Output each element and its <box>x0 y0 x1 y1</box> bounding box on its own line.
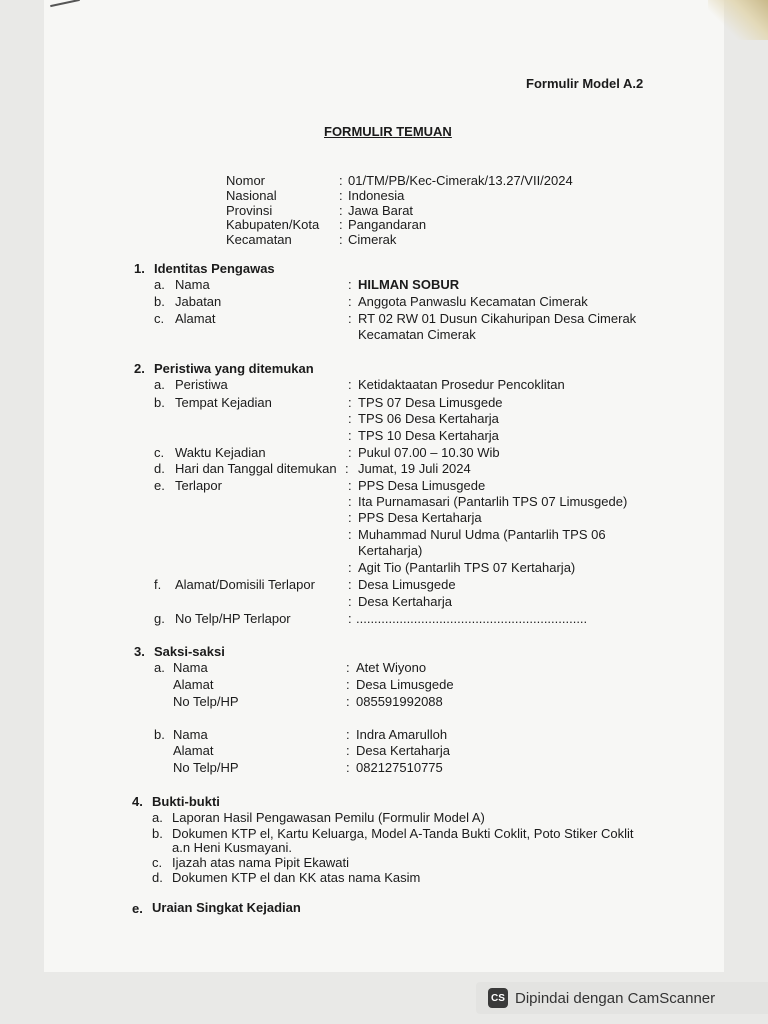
field-label-peristiwa: Peristiwa <box>175 377 228 392</box>
saksi-a-nama: Atet Wiyono <box>356 660 427 675</box>
bukti-item: Laporan Hasil Pengawasan Pemilu (Formulir Model A) <box>172 810 485 825</box>
field-label-alamat: Alamat <box>175 311 216 326</box>
saksi-a-telp: 085591992088 <box>356 694 443 709</box>
item-letter: e. <box>154 478 165 493</box>
meta-label-kabupaten: Kabupaten/Kota <box>226 217 320 232</box>
bukti-item: Ijazah atas nama Pipit Ekawati <box>172 855 350 870</box>
field-label-telp-terlapor: No Telp/HP Terlapor <box>175 611 291 626</box>
field-colon: : <box>348 594 352 609</box>
field-colon: : <box>348 411 352 426</box>
bukti-item-cont: a.n Heni Kusmayani. <box>172 840 292 855</box>
item-letter: d. <box>152 870 163 885</box>
meta-colon: : <box>339 203 343 218</box>
field-value-telp-terlapor-blank: ................................................................ <box>356 611 588 626</box>
saksi-b-alamat-label: Alamat <box>173 743 214 758</box>
item-letter: g. <box>154 611 165 626</box>
field-colon: : <box>348 527 352 542</box>
meta-value-nasional: Indonesia <box>348 188 405 203</box>
section-5-number: e. <box>132 901 143 916</box>
form-model-label: Formulir Model A.2 <box>526 76 644 91</box>
field-value-tempat: TPS 07 Desa Limusgede <box>358 395 503 410</box>
camscanner-logo: CS <box>488 988 508 1008</box>
field-colon: : <box>345 461 349 476</box>
item-letter: b. <box>154 294 165 309</box>
camscanner-watermark <box>476 982 768 1014</box>
field-value-tempat: TPS 10 Desa Kertaharja <box>358 428 499 443</box>
saksi-b-nama-label: Nama <box>173 727 208 742</box>
meta-value-nomor: 01/TM/PB/Kec-Cimerak/13.27/VII/2024 <box>348 173 573 188</box>
field-value-alamat: RT 02 RW 01 Dusun Cikahuripan Desa Cimerak <box>358 311 637 326</box>
meta-label-nomor: Nomor <box>226 173 266 188</box>
field-colon: : <box>348 294 352 309</box>
saksi-a-nama-label: Nama <box>173 660 208 675</box>
field-colon: : <box>348 445 352 460</box>
meta-label-kecamatan: Kecamatan <box>226 232 292 247</box>
meta-value-kecamatan: Cimerak <box>348 232 397 247</box>
field-value-terlapor: Ita Purnamasari (Pantarlih TPS 07 Limusgede) <box>358 494 628 509</box>
field-value-terlapor: Muhammad Nurul Udma (Pantarlih TPS 06 <box>358 527 606 542</box>
field-value-alamat-cont: Kecamatan Cimerak <box>358 327 476 342</box>
item-letter: b. <box>152 826 163 841</box>
section-3-number: 3. <box>134 644 145 659</box>
page-corner-shadow <box>708 0 768 40</box>
saksi-a-alamat-label: Alamat <box>173 677 214 692</box>
field-value-peristiwa: Ketidaktaatan Prosedur Pencoklitan <box>358 377 565 392</box>
field-label-tempat: Tempat Kejadian <box>175 395 272 410</box>
item-letter: a. <box>154 277 165 292</box>
field-colon: : <box>346 694 350 709</box>
field-colon: : <box>346 677 350 692</box>
field-value-terlapor: PPS Desa Limusgede <box>358 478 486 493</box>
saksi-b-telp-label: No Telp/HP <box>173 760 239 775</box>
field-colon: : <box>348 611 352 626</box>
meta-colon: : <box>339 217 343 232</box>
section-2-title: Peristiwa yang ditemukan <box>154 361 314 376</box>
field-value-waktu: Pukul 07.00 – 10.30 Wib <box>358 445 500 460</box>
field-value-jabatan: Anggota Panwaslu Kecamatan Cimerak <box>358 294 588 309</box>
item-letter: a. <box>154 377 165 392</box>
item-letter: c. <box>154 445 165 460</box>
field-colon: : <box>346 727 350 742</box>
saksi-a-alamat: Desa Limusgede <box>356 677 454 692</box>
meta-colon: : <box>339 232 343 247</box>
field-value-nama: HILMAN SOBUR <box>358 277 460 292</box>
field-colon: : <box>348 395 352 410</box>
saksi-b-telp: 082127510775 <box>356 760 443 775</box>
section-4-title: Bukti-bukti <box>152 794 220 809</box>
field-value-tempat: TPS 06 Desa Kertaharja <box>358 411 499 426</box>
field-colon: : <box>348 428 352 443</box>
field-value-domisili: Desa Kertaharja <box>358 594 452 609</box>
saksi-b-nama: Indra Amarulloh <box>356 727 448 742</box>
saksi-b-alamat: Desa Kertaharja <box>356 743 450 758</box>
item-letter: a. <box>154 660 165 675</box>
field-label-nama: Nama <box>175 277 210 292</box>
field-value-hari-tanggal: Jumat, 19 Juli 2024 <box>358 461 471 476</box>
field-colon: : <box>348 377 352 392</box>
meta-label-nasional: Nasional <box>226 188 277 203</box>
field-value-domisili: Desa Limusgede <box>358 577 456 592</box>
meta-colon: : <box>339 173 343 188</box>
camscanner-watermark-text: Dipindai dengan CamScanner <box>515 989 716 1007</box>
section-3-title: Saksi-saksi <box>154 644 225 659</box>
document-title: FORMULIR TEMUAN <box>324 124 452 139</box>
bukti-item: Dokumen KTP el dan KK atas nama Kasim <box>172 870 421 885</box>
field-colon: : <box>348 478 352 493</box>
item-letter: d. <box>154 461 165 476</box>
section-4-number: 4. <box>132 794 143 809</box>
item-letter: b. <box>154 395 165 410</box>
field-colon: : <box>346 760 350 775</box>
field-label-jabatan: Jabatan <box>175 294 222 309</box>
item-letter: c. <box>154 311 165 326</box>
field-colon: : <box>348 560 352 575</box>
item-letter: a. <box>152 810 163 825</box>
bukti-item: Dokumen KTP el, Kartu Keluarga, Model A-Tanda Bukti Coklit, Poto Stiker Coklit <box>172 826 634 841</box>
saksi-a-telp-label: No Telp/HP <box>173 694 239 709</box>
field-label-waktu: Waktu Kejadian <box>175 445 266 460</box>
field-colon: : <box>348 311 352 326</box>
field-colon: : <box>348 510 352 525</box>
field-colon: : <box>348 277 352 292</box>
item-letter: b. <box>154 727 165 742</box>
item-letter: c. <box>152 855 163 870</box>
field-label-hari-tanggal: Hari dan Tanggal ditemukan <box>175 461 337 476</box>
meta-label-provinsi: Provinsi <box>226 203 273 218</box>
field-label-domisili: Alamat/Domisili Terlapor <box>175 577 315 592</box>
section-2-number: 2. <box>134 361 145 376</box>
field-colon: : <box>348 577 352 592</box>
field-colon: : <box>346 743 350 758</box>
field-colon: : <box>348 494 352 509</box>
field-value-terlapor: Agit Tio (Pantarlih TPS 07 Kertaharja) <box>358 560 576 575</box>
section-1-number: 1. <box>134 261 145 276</box>
field-colon: : <box>346 660 350 675</box>
field-value-terlapor-cont: Kertaharja) <box>358 543 423 558</box>
field-value-terlapor: PPS Desa Kertaharja <box>358 510 482 525</box>
meta-value-provinsi: Jawa Barat <box>348 203 414 218</box>
field-label-terlapor: Terlapor <box>175 478 222 493</box>
section-5-title: Uraian Singkat Kejadian <box>152 900 301 915</box>
meta-value-kabupaten: Pangandaran <box>348 217 427 232</box>
meta-colon: : <box>339 188 343 203</box>
item-letter: f. <box>154 577 162 592</box>
section-1-title: Identitas Pengawas <box>154 261 275 276</box>
